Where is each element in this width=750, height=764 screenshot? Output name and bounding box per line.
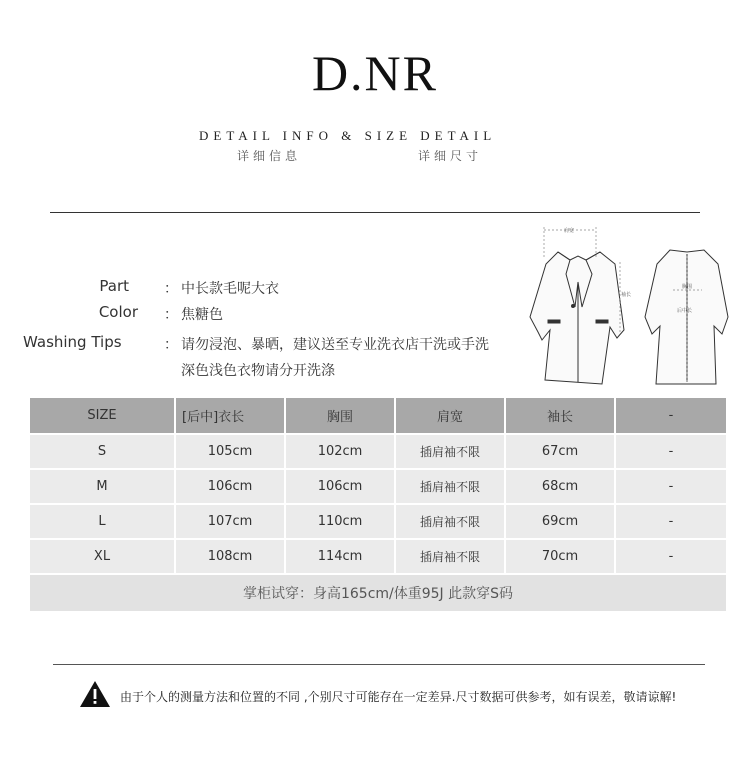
chest-cell: 106cm [286, 470, 394, 503]
color-label: Color [98, 303, 138, 321]
extra-cell: - [616, 505, 726, 538]
back-length-label: 后中长 [677, 308, 693, 314]
extra-cell: - [616, 435, 726, 468]
brand-logo: D.NR [311, 45, 439, 101]
table-note-row [30, 575, 726, 611]
sleeve-cell: 69cm [506, 505, 614, 538]
sleeve-cell: 70cm [506, 540, 614, 573]
color-value: 焦糖色 [181, 307, 223, 323]
extra-cell: - [616, 540, 726, 573]
fitting-note: 掌柜试穿：身高165cm/体重95J 此款穿S码 [30, 575, 726, 611]
header-sleeve: 袖长 [506, 398, 614, 433]
header-extra: - [616, 398, 726, 433]
section-subtitle-en: DETAIL INFO & SIZE DETAIL [199, 128, 497, 143]
coat-front-illustration [530, 252, 624, 384]
section-subtitle-cn-size: 详细尺寸 [418, 149, 483, 163]
sleeve-cell: 67cm [506, 435, 614, 468]
chest-label: 胸围 [682, 284, 693, 290]
coat-measurement-diagram [520, 222, 735, 392]
part-label: Part [99, 277, 129, 295]
shoulder-width-label: 肩宽 [564, 228, 575, 234]
extra-cell: - [616, 470, 726, 503]
washing-label: Washing Tips [23, 333, 122, 351]
bottom-divider [53, 664, 705, 665]
table-row [30, 505, 726, 538]
washing-value-line1: 请勿浸泡、暴晒，建议送至专业洗衣店干洗或手洗 [181, 337, 489, 353]
header-shoulder: 肩宽 [396, 398, 504, 433]
shoulder-cell: 插肩袖不限 [396, 470, 504, 503]
top-divider [50, 212, 700, 213]
size-cell: M [30, 470, 174, 503]
header-chest: 胸围 [286, 398, 394, 433]
part-value: 中长款毛呢大衣 [181, 281, 279, 297]
section-subtitle-cn-detail: 详细信息 [237, 149, 302, 163]
length-cell: 106cm [176, 470, 284, 503]
chest-cell: 114cm [286, 540, 394, 573]
washing-value-line2: 深色浅色衣物请分开洗涤 [181, 363, 335, 379]
table-row [30, 540, 726, 573]
shoulder-cell: 插肩袖不限 [396, 435, 504, 468]
chest-cell: 102cm [286, 435, 394, 468]
size-cell: XL [30, 540, 174, 573]
header-length: [后中]衣长 [176, 398, 284, 433]
shoulder-cell: 插肩袖不限 [396, 540, 504, 573]
chest-cell: 110cm [286, 505, 394, 538]
table-row [30, 470, 726, 503]
length-cell: 105cm [176, 435, 284, 468]
sleeve-cell: 68cm [506, 470, 614, 503]
size-table [28, 396, 728, 613]
length-cell: 108cm [176, 540, 284, 573]
color-colon: ： [164, 307, 178, 323]
length-cell: 107cm [176, 505, 284, 538]
washing-colon: ： [164, 337, 178, 353]
shoulder-cell: 插肩袖不限 [396, 505, 504, 538]
sleeve-length-label: 袖长 [621, 292, 632, 298]
warning-icon [79, 680, 111, 708]
disclaimer-text: 由于个人的测量方法和位置的不同 ,个别尺寸可能存在一定差异.尺寸数据可供参考，如有误差，敬请谅解! [120, 690, 677, 704]
coat-back-illustration [645, 250, 728, 384]
part-colon: ： [164, 281, 178, 297]
table-header-row [30, 398, 726, 433]
size-cell: S [30, 435, 174, 468]
table-row [30, 435, 726, 468]
header-size: SIZE [30, 398, 174, 433]
size-cell: L [30, 505, 174, 538]
